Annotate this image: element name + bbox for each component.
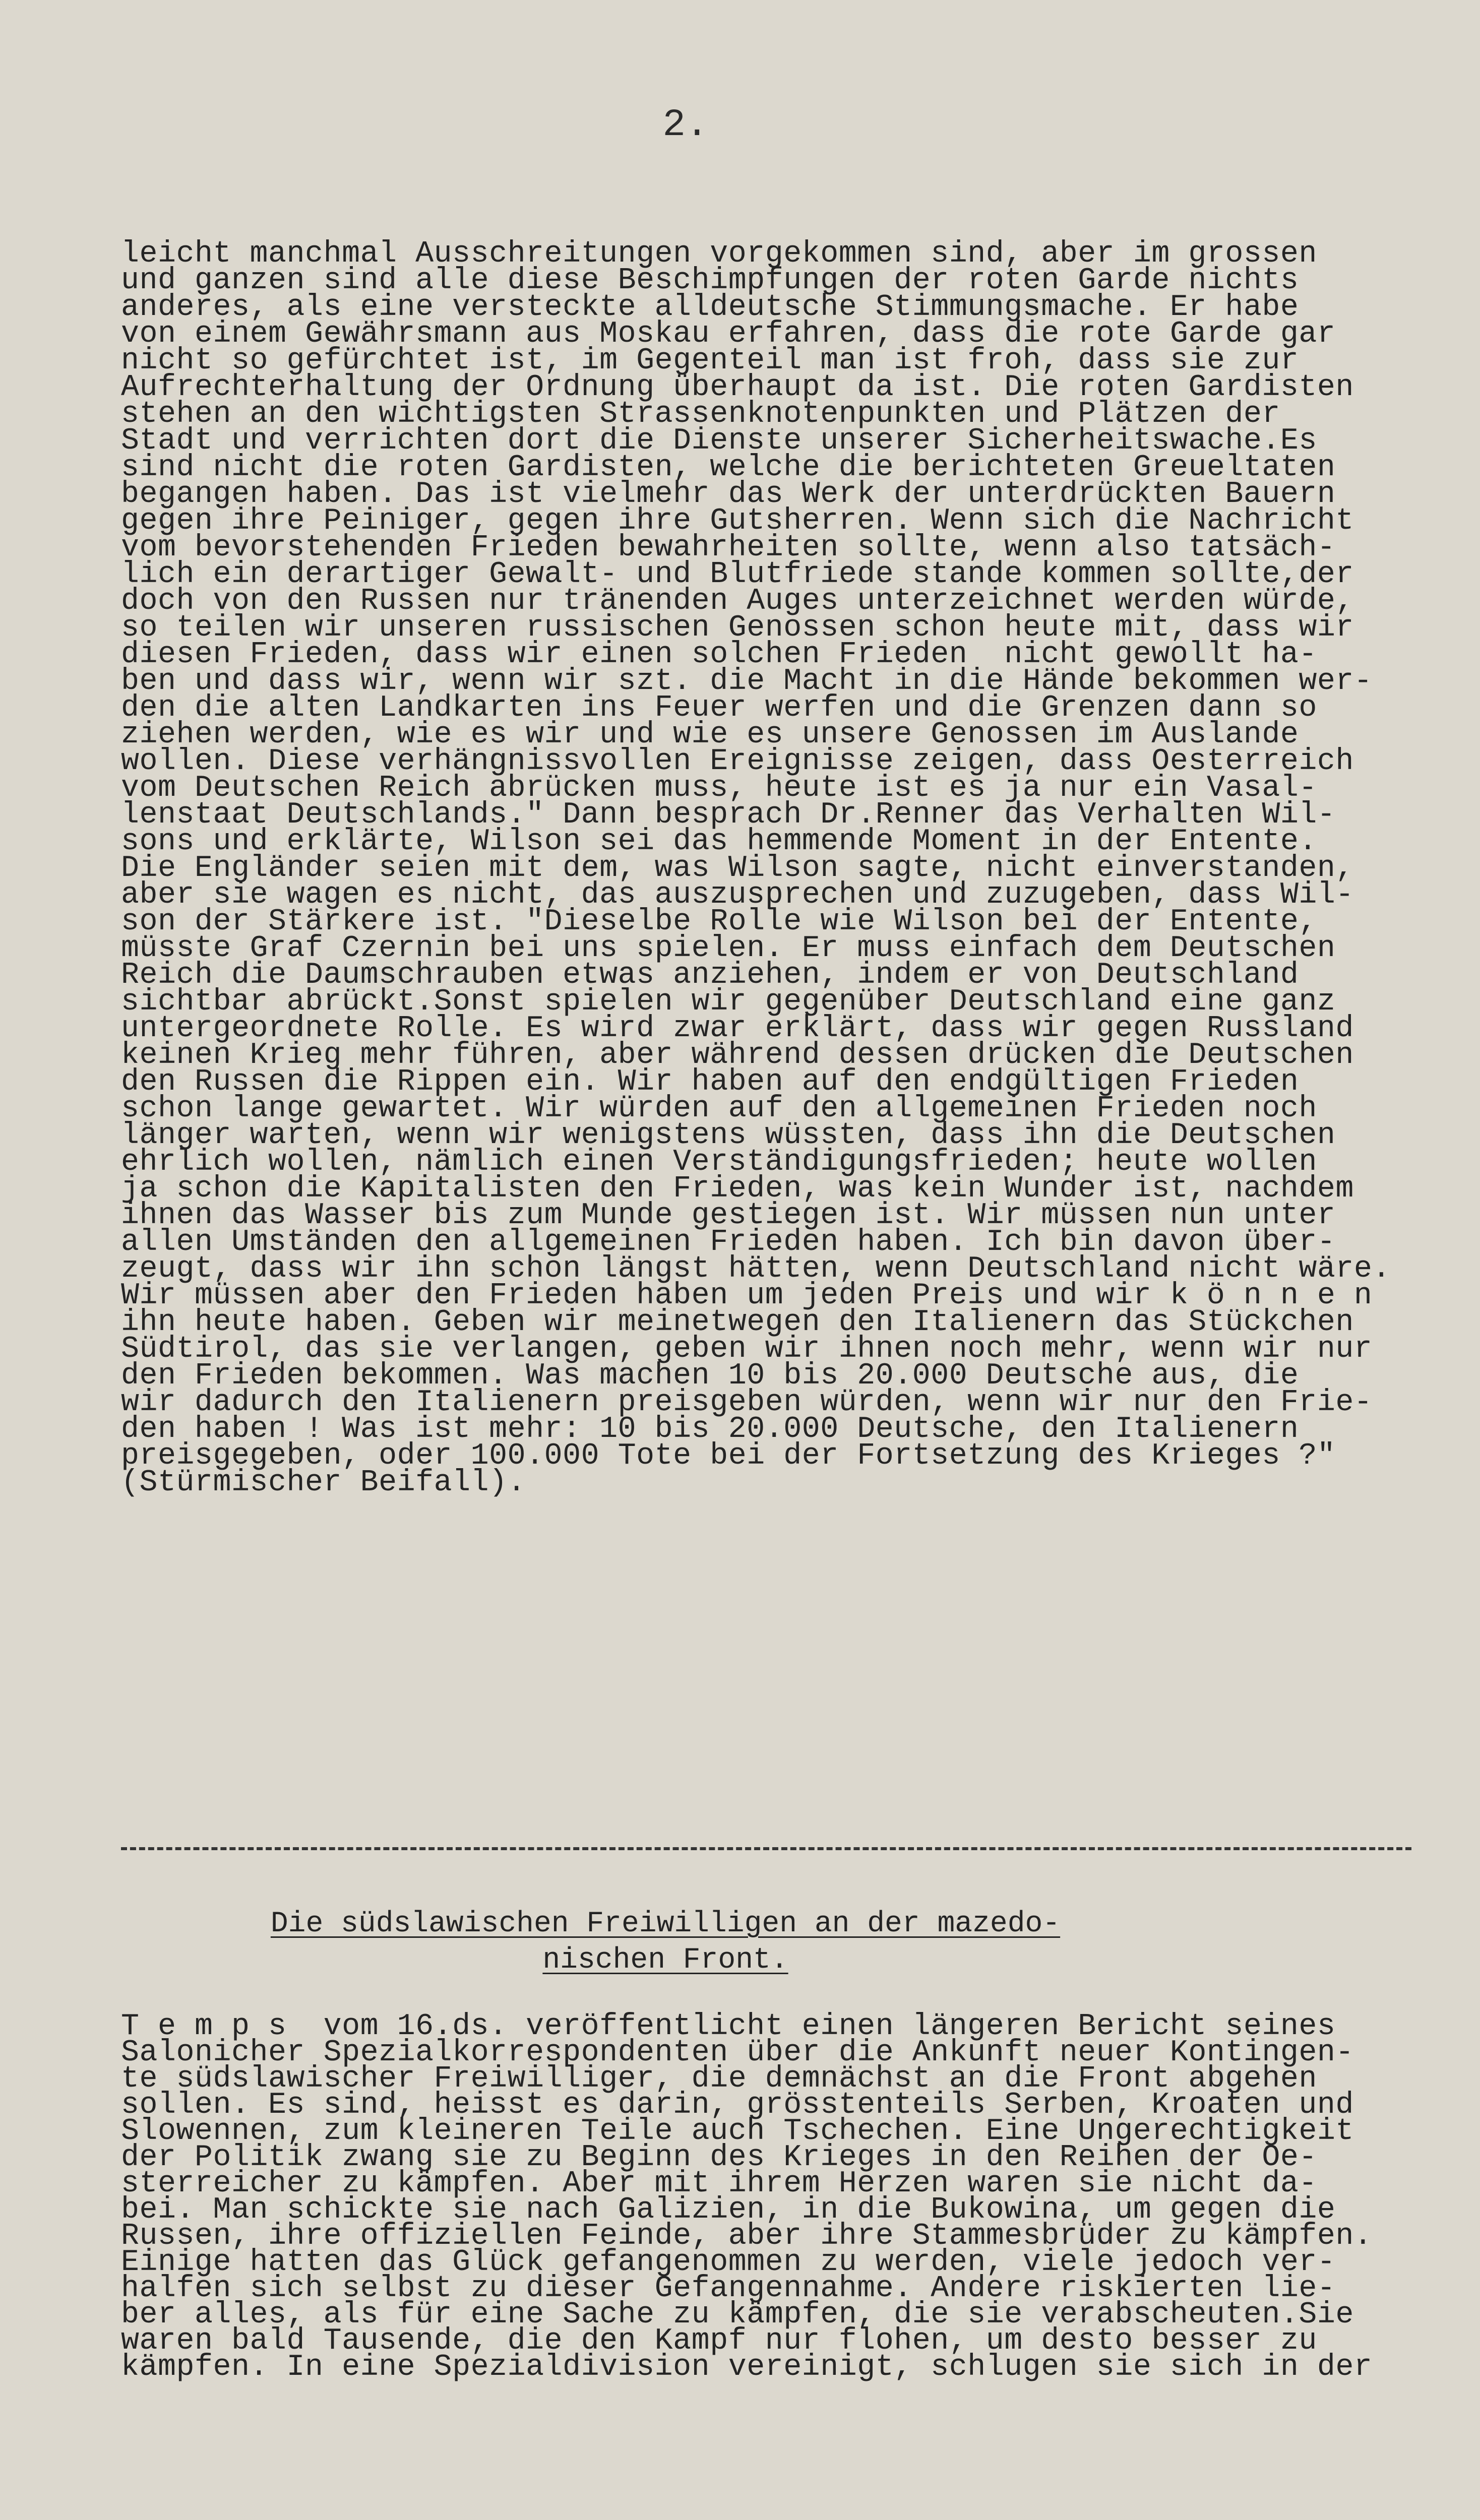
- text-line: leicht manchmal Ausschreitungen vorgekommen sind, aber im grossen: [121, 237, 1317, 271]
- text-line: untergeordnete Rolle. Es wird zwar erklärt, dass wir gegen Russland: [121, 1012, 1354, 1046]
- text-line: sterreicher zu kämpfen. Aber mit ihrem Herzen waren sie nicht da-: [121, 2167, 1317, 2201]
- text-line: wollen. Diese verhängnissvollen Ereignisse zeigen, dass Oesterreich: [121, 744, 1354, 779]
- text-line: Wir müssen aber den Frieden haben um jeden Preis und wir k ö n n e n: [121, 1279, 1373, 1313]
- text-line: halfen sich selbst zu dieser Gefangennahme. Andere riskierten lie-: [121, 2272, 1336, 2306]
- text-line: T e m p s vom 16.ds. veröffentlicht einen längeren Bericht seines: [121, 2009, 1336, 2044]
- text-line: Südtirol, das sie verlangen, geben wir ihnen noch mehr, wenn wir nur: [121, 1332, 1373, 1366]
- text-line: preisgegeben, oder 100.000 Tote bei der Fortsetzung des Krieges ?": [121, 1439, 1336, 1473]
- upper-paragraph: [121, 237, 1411, 1500]
- text-line: ehrlich wollen, nämlich einen Verständigungsfrieden; heute wollen: [121, 1145, 1317, 1179]
- text-line: schon lange gewartet. Wir würden auf den allgemeinen Frieden noch: [121, 1092, 1317, 1126]
- text-line: anderes, als eine versteckte alldeutsche Stimmungsmache. Er habe: [121, 290, 1299, 325]
- text-line: müsste Graf Czernin bei uns spielen. Er muss einfach dem Deutschen: [121, 931, 1336, 966]
- text-line: Russen, ihre offiziellen Feinde, aber ihre Stammesbrüder zu kämpfen.: [121, 2219, 1373, 2253]
- text-line: Die Engländer seien mit dem, was Wilson sagte, nicht einverstanden,: [121, 851, 1354, 886]
- text-line: sollen. Es sind, heisst es darin, grösstenteils Serben, Kroaten und: [121, 2088, 1354, 2122]
- text-line: den die alten Landkarten ins Feuer werfen und die Grenzen dann so: [121, 691, 1317, 725]
- text-line: begangen haben. Das ist vielmehr das Werk der unterdrückten Bauern: [121, 477, 1336, 512]
- text-line: Salonicher Spezialkorrespondenten über die Ankunft neuer Kontingen-: [121, 2036, 1354, 2070]
- text-line: ihn heute haben. Geben wir meinetwegen den Italienern das Stückchen: [121, 1305, 1354, 1340]
- text-line: stehen an den wichtigsten Strassenknotenpunkten und Plätzen der: [121, 397, 1280, 431]
- section-heading: [121, 1908, 1411, 1980]
- text-line: den Russen die Rippen ein. Wir haben auf den endgültigen Frieden: [121, 1065, 1299, 1099]
- text-line: ziehen werden, wie es wir und wie es unsere Genossen im Auslande: [121, 718, 1299, 752]
- text-line: ja schon die Kapitalisten den Frieden, was kein Wunder ist, nachdem: [121, 1172, 1354, 1206]
- text-line: Stadt und verrichten dort die Dienste unserer Sicherheitswache.Es: [121, 424, 1317, 458]
- text-line: wir dadurch den Italienern preisgeben würden, wenn wir nur den Frie-: [121, 1385, 1373, 1420]
- text-line: sind nicht die roten Gardisten, welche die berichteten Greueltaten: [121, 451, 1336, 485]
- text-line: lich ein derartiger Gewalt- und Blutfriede stande kommen sollte,der: [121, 557, 1354, 592]
- text-line: ber alles, als für eine Sache zu kämpfen, die sie verabscheuten.Sie: [121, 2298, 1354, 2332]
- text-line: doch von den Russen nur tränenden Auges unterzeichnet werden würde,: [121, 584, 1354, 618]
- heading-line-2: nischen Front.: [542, 1944, 788, 1977]
- text-line: so teilen wir unseren russischen Genossen schon heute mit, dass wir: [121, 611, 1354, 645]
- text-line: keinen Krieg mehr führen, aber während dessen drücken die Deutschen: [121, 1038, 1354, 1073]
- text-line: nicht so gefürchtet ist, im Gegenteil man ist froh, dass sie zur: [121, 344, 1299, 378]
- text-line: vom Deutschen Reich abrücken muss, heute ist es ja nur ein Vasal-: [121, 771, 1317, 805]
- text-line: den haben ! Was ist mehr: 10 bis 20.000 Deutsche, den Italienern: [121, 1412, 1299, 1446]
- text-line: von einem Gewährsmann aus Moskau erfahren, dass die rote Garde gar: [121, 317, 1336, 351]
- text-line: ihnen das Wasser bis zum Munde gestiegen ist. Wir müssen nun unter: [121, 1199, 1336, 1233]
- text-line: sons und erklärte, Wilson sei das hemmende Moment in der Entente.: [121, 825, 1317, 859]
- page-number: 2.: [662, 103, 709, 147]
- text-line: allen Umständen den allgemeinen Frieden haben. Ich bin davon über-: [121, 1225, 1336, 1259]
- heading-line-1: Die südslawischen Freiwilligen an der mazedo-: [270, 1908, 1061, 1940]
- text-line: der Politik zwang sie zu Beginn des Krieges in den Reihen der Oe-: [121, 2140, 1317, 2175]
- text-line: diesen Frieden, dass wir einen solchen Frieden nicht gewollt ha-: [121, 638, 1317, 672]
- text-line: (Stürmischer Beifall).: [121, 1466, 526, 1500]
- dashed-separator: [121, 1847, 1411, 1850]
- text-line: und ganzen sind alle diese Beschimpfungen der roten Garde nichts: [121, 264, 1299, 298]
- text-line: sichtbar abrückt.Sonst spielen wir gegenüber Deutschland eine ganz: [121, 985, 1336, 1019]
- lower-paragraph: [121, 2009, 1411, 2384]
- text-line: bei. Man schickte sie nach Galizien, in die Bukowina, um gegen die: [121, 2193, 1336, 2227]
- text-line: aber sie wagen es nicht, das auszusprechen und zuzugeben, dass Wil-: [121, 878, 1354, 912]
- text-line: Einige hatten das Glück gefangenommen zu werden, viele jedoch ver-: [121, 2245, 1336, 2280]
- text-line: waren bald Tausende, die den Kampf nur flohen, um desto besser zu: [121, 2324, 1317, 2358]
- text-line: kämpfen. In eine Spezialdivision vereinigt, schlugen sie sich in der: [121, 2350, 1373, 2384]
- text-line: zeugt, dass wir ihn schon längst hätten, wenn Deutschland nicht wäre.: [121, 1252, 1391, 1286]
- text-line: länger warten, wenn wir wenigstens wüssten, dass ihn die Deutschen: [121, 1118, 1336, 1153]
- text-line: vom bevorstehenden Frieden bewahrheiten sollte, wenn also tatsäch-: [121, 531, 1336, 565]
- text-line: te südslawischer Freiwilliger, die demnächst an die Front abgehen: [121, 2062, 1317, 2096]
- text-line: ben und dass wir, wenn wir szt. die Macht in die Hände bekommen wer-: [121, 664, 1373, 699]
- text-line: son der Stärkere ist. "Dieselbe Rolle wie Wilson bei der Entente,: [121, 905, 1317, 939]
- text-line: den Frieden bekommen. Was machen 10 bis 20.000 Deutsche aus, die: [121, 1359, 1299, 1393]
- text-line: Slowennen, zum kleineren Teile auch Tschechen. Eine Ungerechtigkeit: [121, 2114, 1354, 2149]
- text-line: Aufrechterhaltung der Ordnung überhaupt da ist. Die roten Gardisten: [121, 370, 1354, 405]
- text-line: gegen ihre Peiniger, gegen ihre Gutsherren. Wenn sich die Nachricht: [121, 504, 1354, 538]
- text-line: lenstaat Deutschlands." Dann besprach Dr.Renner das Verhalten Wil-: [121, 798, 1336, 832]
- text-line: Reich die Daumschrauben etwas anziehen, indem er von Deutschland: [121, 958, 1299, 992]
